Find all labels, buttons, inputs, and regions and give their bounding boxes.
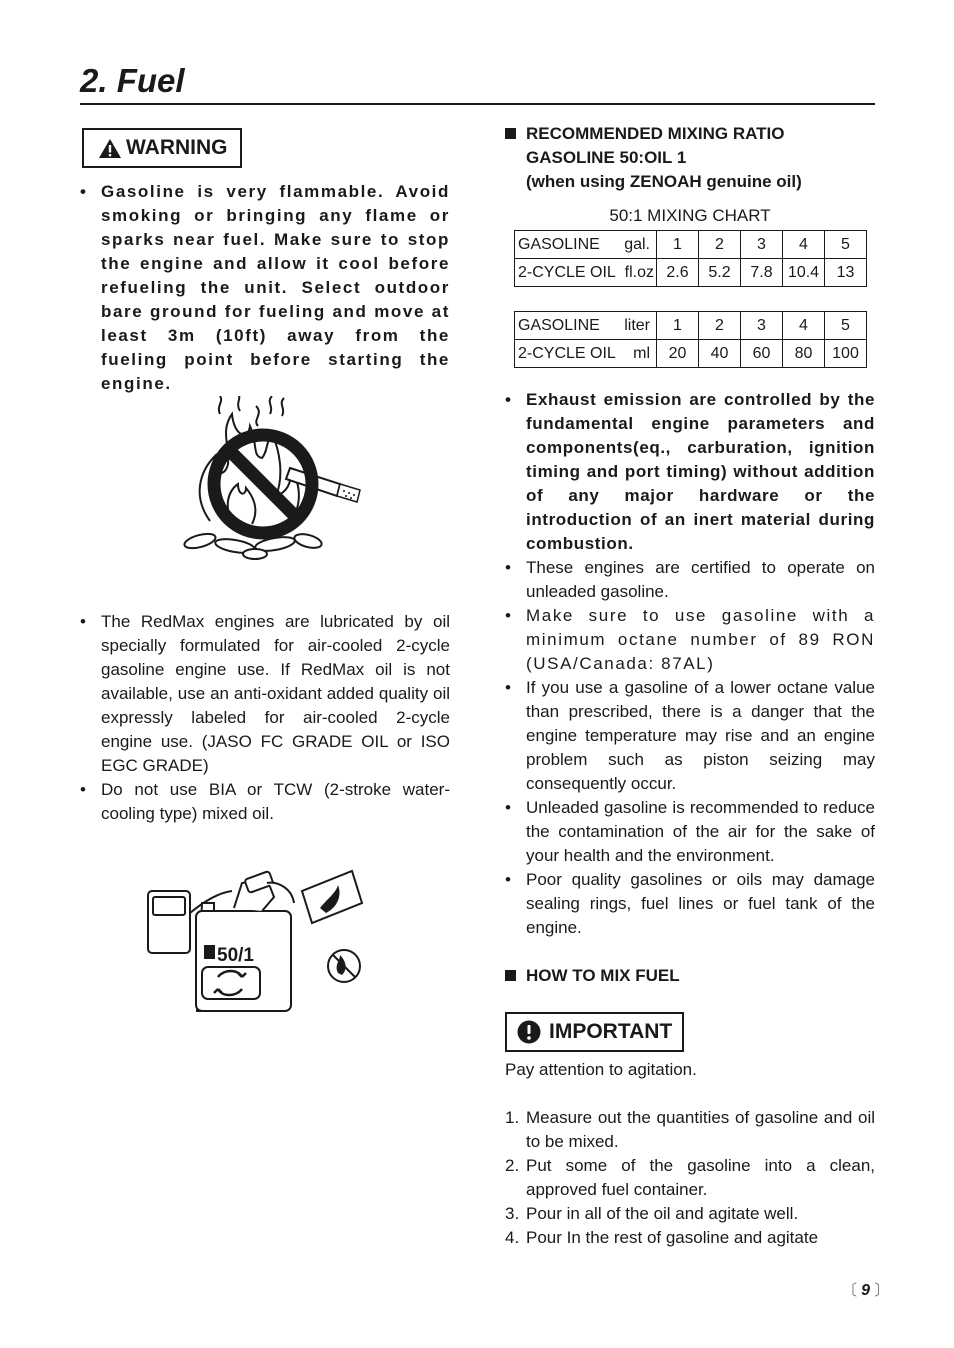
table-row: [515, 231, 867, 259]
table-cell: [515, 340, 657, 368]
row-label: GASOLINE: [518, 235, 600, 253]
table-cell: [515, 312, 657, 340]
warning-list: [80, 180, 450, 396]
fuel-container-icon: [142, 863, 382, 1023]
heading-line: (when using ZENOAH genuine oil): [526, 172, 802, 191]
table-row: [515, 259, 867, 287]
table-cell: 40: [699, 340, 741, 368]
list-item: • These engines are certified to operate on unleaded gasoline.: [505, 556, 875, 604]
step-number: 3.: [505, 1204, 520, 1223]
page-title: 2. Fuel: [80, 62, 185, 99]
list-item: • The RedMax engines are lubricated by oil specially formulated for air-cooled 2-cycle gasoline engine use. If RedMax oil is not available, use an anti-oxidant added quality oil expressly labeled for air-cooled 2-cycle engine use. (JASO FC GRADE OIL or ISO EGC GRADE): [80, 610, 450, 778]
table-cell: 4: [783, 231, 825, 259]
table-cell: 5.2: [699, 259, 741, 287]
warning-text: • Gasoline is very flammable. Avoid smoking or bringing any flame or sparks near fuel. Make sure to stop the engine and allow it cool before refueling the unit. Select outdoor bare ground for fueling and move at least 3m (10ft) away from the fueling point before starting the engine.: [80, 180, 450, 396]
page-number: 〔 9 〕: [842, 1282, 890, 1299]
table-cell: 7.8: [741, 259, 783, 287]
list-item: [505, 1202, 875, 1226]
mixing-table-us: [514, 230, 867, 287]
list-item: • Poor quality gasolines or oils may damage sealing rings, fuel lines or fuel tank of the engine.: [505, 868, 875, 940]
list-item: [505, 1154, 875, 1202]
table-cell: 3: [741, 231, 783, 259]
step-number: 2.: [505, 1156, 520, 1175]
table-cell: 100: [825, 340, 867, 368]
warning-box: [82, 128, 242, 168]
mixing-chart-caption: 50:1 MIXING CHART: [609, 206, 771, 225]
important-box: [505, 1012, 684, 1052]
important-label: IMPORTANT: [549, 1020, 673, 1043]
list-item: [505, 1106, 875, 1154]
table-cell: 4: [783, 312, 825, 340]
row-label: 2-CYCLE OIL: [518, 344, 616, 362]
agitation-note: Pay attention to agitation.: [505, 1060, 697, 1079]
row-unit: ml: [633, 344, 650, 362]
table-cell: 5: [825, 231, 867, 259]
list-item: • Do not use BIA or TCW (2-stroke water-cooling type) mixed oil.: [80, 778, 450, 826]
list-item: • Make sure to use gasoline with a minimum octane number of 89 RON (USA/Canada: 87AL): [505, 604, 875, 676]
container-ratio-label: 50/1: [217, 945, 254, 966]
list-item: • If you use a gasoline of a lower octane value than prescribed, there is a danger that the engine temperature may rise and an engine problem such as piston seizing may consequently occur.: [505, 676, 875, 796]
title-rule: [80, 103, 875, 105]
row-unit: fl.oz: [624, 263, 654, 281]
step-text: Pour in all of the oil and agitate well.: [526, 1204, 799, 1223]
list-item: • Exhaust emission are controlled by the fundamental engine parameters and components(eq., carburation, ignition timing and port timing) without addition of any major hardware or the introduction of an inert material during combustion.: [505, 388, 875, 556]
row-label: 2-CYCLE OIL: [518, 263, 616, 281]
table-cell: 60: [741, 340, 783, 368]
page-number-value: 9: [861, 1282, 871, 1299]
exclamation-icon: [517, 1020, 541, 1044]
table-row: [515, 312, 867, 340]
warning-triangle-icon: [98, 138, 122, 159]
heading-line: RECOMMENDED MIXING RATIO: [526, 124, 785, 143]
row-unit: gal.: [624, 235, 650, 253]
right-column: [505, 122, 875, 1250]
table-cell: 10.4: [783, 259, 825, 287]
step-number: 1.: [505, 1108, 520, 1127]
table-cell: 13: [825, 259, 867, 287]
table-cell: 1: [657, 312, 699, 340]
list-item: • Unleaded gasoline is recommended to reduce the contamination of the air for the sake of your health and the environment.: [505, 796, 875, 868]
table-cell: 80: [783, 340, 825, 368]
fuel-notes-list: [505, 388, 875, 940]
table-cell: 20: [657, 340, 699, 368]
table-cell: [515, 231, 657, 259]
row-unit: liter: [624, 316, 650, 334]
table-cell: 5: [825, 312, 867, 340]
table-cell: 2: [699, 231, 741, 259]
how-to-mix-heading: HOW TO MIX FUEL: [505, 964, 875, 988]
step-number: 4.: [505, 1228, 520, 1247]
table-cell: [515, 259, 657, 287]
step-text: Pour In the rest of gasoline and agitate: [526, 1228, 819, 1247]
mixing-steps: [505, 1106, 875, 1250]
left-column: [80, 128, 450, 966]
step-text: Measure out the quantities of gasoline and oil to be mixed.: [526, 1108, 875, 1151]
list-item: [505, 1226, 875, 1250]
table-cell: 1: [657, 231, 699, 259]
table-cell: 3: [741, 312, 783, 340]
oil-notes-list: [80, 610, 450, 826]
mixing-table-metric: [514, 311, 867, 368]
table-row: [515, 340, 867, 368]
heading-line: GASOLINE 50:OIL 1: [526, 148, 687, 167]
mixing-ratio-heading: [505, 122, 875, 194]
row-label: GASOLINE: [518, 316, 600, 334]
step-text: Put some of the gasoline into a clean, approved fuel container.: [526, 1156, 875, 1199]
table-cell: 2: [699, 312, 741, 340]
no-smoking-no-fire-icon: [180, 396, 370, 571]
warning-label: WARNING: [126, 136, 228, 159]
table-cell: 2.6: [657, 259, 699, 287]
